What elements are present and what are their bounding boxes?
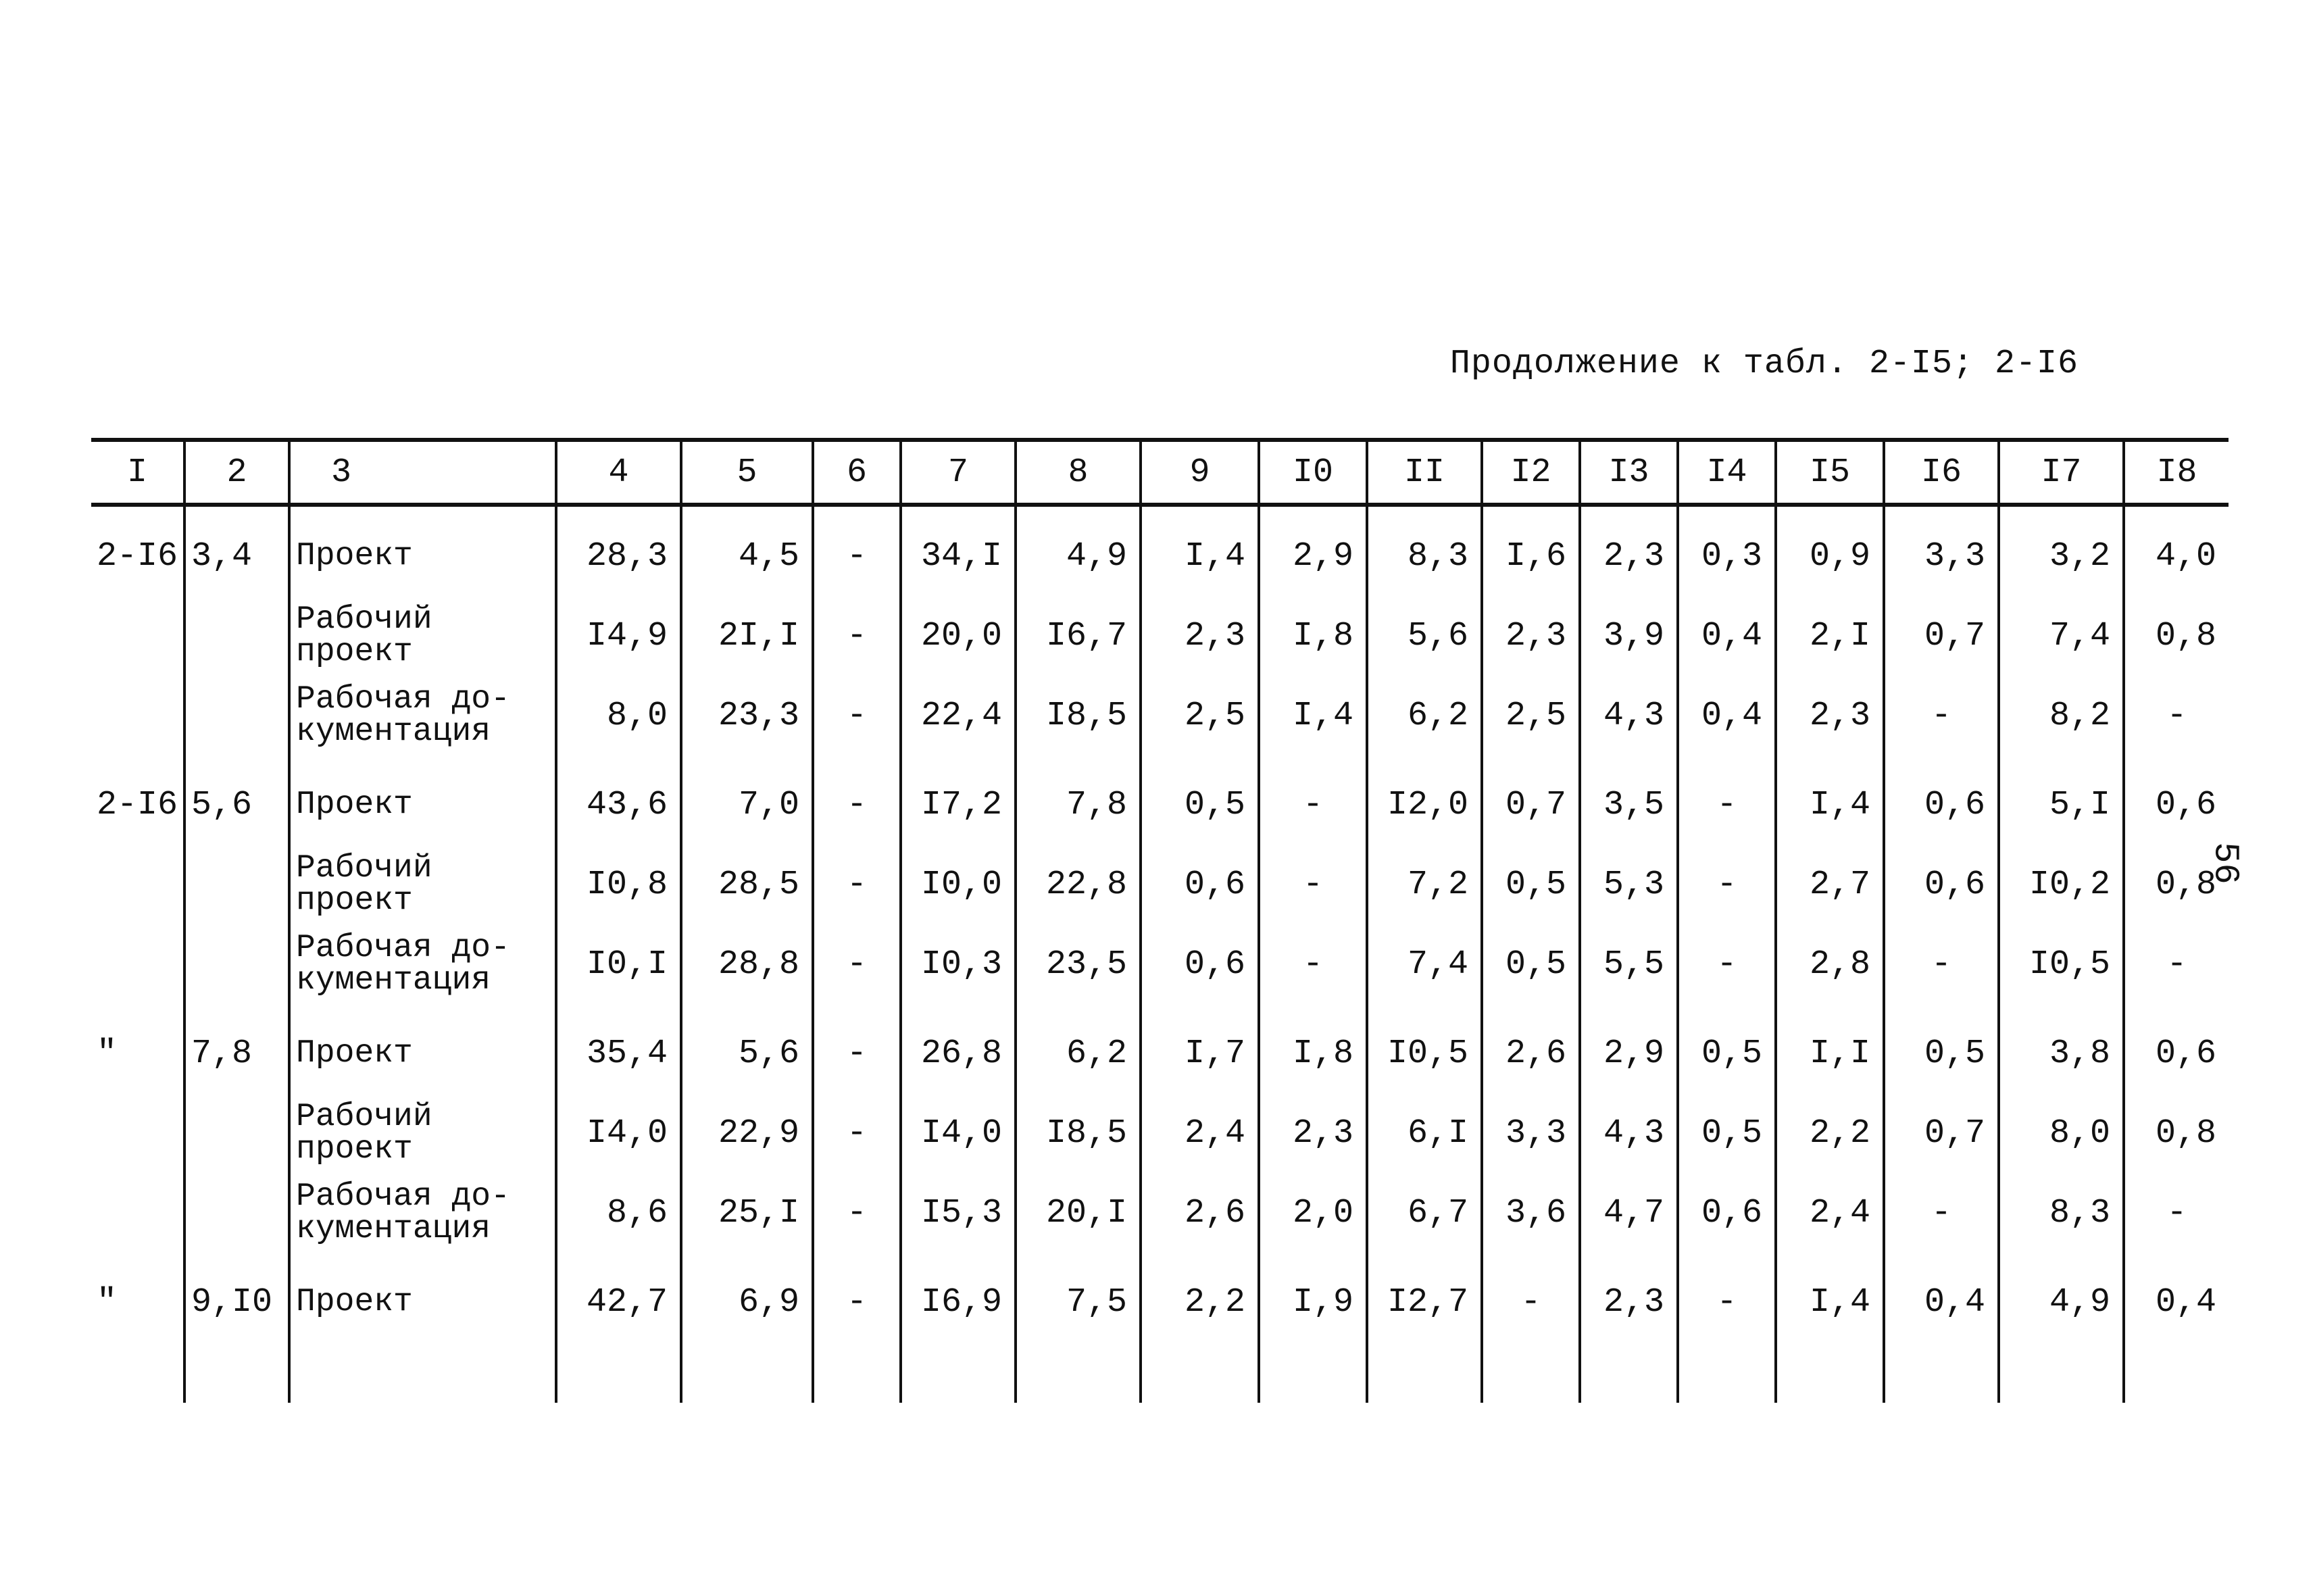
table-cell: 4,3 (1580, 1093, 1678, 1173)
table-cell: - (1678, 924, 1776, 1004)
table-cell: 4,0 (2124, 505, 2229, 596)
row-item-numbers (184, 676, 289, 755)
row-item-numbers (184, 924, 289, 1004)
column-header: 4 (556, 440, 681, 505)
table-cell: 0,8 (2124, 596, 2229, 676)
table-row (91, 1093, 2229, 1173)
table-cell: 22,4 (901, 676, 1016, 755)
empty-cell (1016, 1342, 1141, 1403)
table-cell: - (1884, 1173, 1999, 1253)
table-cell: 22,9 (681, 1093, 813, 1173)
table-cell: 2,2 (1776, 1093, 1884, 1173)
table-cell: 22,8 (1016, 845, 1141, 924)
table-cell: I5,3 (901, 1173, 1016, 1253)
table-cell: 4,3 (1580, 676, 1678, 755)
table-cell: 0,6 (1141, 845, 1259, 924)
empty-cell (2124, 1342, 2229, 1403)
table-cell: 0,6 (1678, 1173, 1776, 1253)
table-cell: 7,5 (1016, 1253, 1141, 1342)
table-cell: 3,3 (1884, 505, 1999, 596)
table-cell: 2,6 (1141, 1173, 1259, 1253)
table-cell: 0,7 (1884, 1093, 1999, 1173)
column-header: I (91, 440, 184, 505)
table-cell: I,9 (1259, 1253, 1367, 1342)
table-cell: 5,I (1999, 755, 2124, 845)
table-cell: 2,8 (1776, 924, 1884, 1004)
empty-cell (1580, 1342, 1678, 1403)
column-header: II (1367, 440, 1482, 505)
table-cell: 4,7 (1580, 1173, 1678, 1253)
table-cell: - (813, 596, 901, 676)
column-header: 8 (1016, 440, 1141, 505)
column-header: I7 (1999, 440, 2124, 505)
table-cell: 2,9 (1259, 505, 1367, 596)
table-cell: 0,7 (1482, 755, 1580, 845)
table-cell: - (1678, 755, 1776, 845)
table-cell: 0,4 (1678, 596, 1776, 676)
table-cell: 28,5 (681, 845, 813, 924)
table-cell: 0,6 (1884, 755, 1999, 845)
empty-cell (556, 1342, 681, 1403)
table-cell: 0,8 (2124, 1093, 2229, 1173)
table-cell: I7,2 (901, 755, 1016, 845)
empty-cell (1884, 1342, 1999, 1403)
table-row (91, 1004, 2229, 1093)
page-number: 56 (2205, 842, 2245, 884)
row-item-numbers (184, 596, 289, 676)
table-cell: - (813, 924, 901, 1004)
table-cell: - (2124, 676, 2229, 755)
table-cell: 0,4 (1678, 676, 1776, 755)
table-cell: 2,3 (1580, 505, 1678, 596)
table-cell: I6,7 (1016, 596, 1141, 676)
empty-cell (1678, 1342, 1776, 1403)
row-item-numbers: 9,I0 (184, 1253, 289, 1342)
table-cell: 0,5 (1482, 924, 1580, 1004)
table-row (91, 845, 2229, 924)
table-row (91, 1253, 2229, 1342)
table-cell: 8,2 (1999, 676, 2124, 755)
table-cell: I4,9 (556, 596, 681, 676)
table-cell: 7,4 (1999, 596, 2124, 676)
table-cell: 20,I (1016, 1173, 1141, 1253)
table-cell: I,7 (1141, 1004, 1259, 1093)
table-cell: 0,6 (2124, 1004, 2229, 1093)
table-cell: I8,5 (1016, 1093, 1141, 1173)
table-cell: I,4 (1259, 676, 1367, 755)
table-cell: 8,6 (556, 1173, 681, 1253)
column-header: I0 (1259, 440, 1367, 505)
table-cell: 6,2 (1016, 1004, 1141, 1093)
table-cell: - (813, 845, 901, 924)
table-cell: 5,3 (1580, 845, 1678, 924)
table-cell: - (1259, 845, 1367, 924)
table-cell: 6,2 (1367, 676, 1482, 755)
table-cell: 3,6 (1482, 1173, 1580, 1253)
header-row (91, 440, 2229, 505)
column-header: 3 (289, 440, 556, 505)
row-stage-name: Рабочая до-кументация (289, 924, 556, 1004)
table-row (91, 505, 2229, 596)
column-header: 2 (184, 440, 289, 505)
table-row (91, 676, 2229, 755)
table-cell: I,8 (1259, 596, 1367, 676)
table-cell: 5,6 (681, 1004, 813, 1093)
table-cell: I0,3 (901, 924, 1016, 1004)
table-row (91, 1173, 2229, 1253)
table-cell: 6,7 (1367, 1173, 1482, 1253)
table-cell: - (813, 505, 901, 596)
table-cell: I0,0 (901, 845, 1016, 924)
table-cell: 0,9 (1776, 505, 1884, 596)
data-table (91, 438, 2229, 1403)
empty-cell (1141, 1342, 1259, 1403)
table-cell: - (813, 1173, 901, 1253)
table-cell: 5,5 (1580, 924, 1678, 1004)
table-cell: - (813, 755, 901, 845)
column-header: I5 (1776, 440, 1884, 505)
empty-cell (91, 1342, 184, 1403)
table-cell: 23,5 (1016, 924, 1141, 1004)
row-stage-name: Проект (289, 755, 556, 845)
table-cell: 2,3 (1141, 596, 1259, 676)
row-code (91, 1173, 184, 1253)
row-code (91, 1093, 184, 1173)
row-item-numbers (184, 1173, 289, 1253)
row-item-numbers: 5,6 (184, 755, 289, 845)
table-cell: - (813, 676, 901, 755)
table-cell: 2I,I (681, 596, 813, 676)
table-caption: Продолжение к табл. 2-I5; 2-I6 (1449, 345, 2078, 383)
row-code (91, 845, 184, 924)
row-stage-name: Рабочий проект (289, 596, 556, 676)
table-cell: 2,0 (1259, 1173, 1367, 1253)
empty-cell (681, 1342, 813, 1403)
table-body (91, 505, 2229, 1403)
empty-cell (1259, 1342, 1367, 1403)
table-cell: I,6 (1482, 505, 1580, 596)
table-cell: 0,5 (1884, 1004, 1999, 1093)
table-cell: 5,6 (1367, 596, 1482, 676)
table-cell: 0,8 (2124, 845, 2229, 924)
table-cell: - (2124, 924, 2229, 1004)
table-cell: I6,9 (901, 1253, 1016, 1342)
table-cell: I0,5 (1999, 924, 2124, 1004)
table-cell: - (813, 1093, 901, 1173)
table-cell: 6,9 (681, 1253, 813, 1342)
table-cell: 0,6 (1141, 924, 1259, 1004)
table-cell: 0,4 (2124, 1253, 2229, 1342)
table-row (91, 924, 2229, 1004)
table-cell: 23,3 (681, 676, 813, 755)
table-cell: 8,0 (1999, 1093, 2124, 1173)
row-code (91, 924, 184, 1004)
table-cell: I,4 (1141, 505, 1259, 596)
empty-cell (289, 1342, 556, 1403)
table-cell: 43,6 (556, 755, 681, 845)
table-cell: 2,2 (1141, 1253, 1259, 1342)
table-cell: 3,9 (1580, 596, 1678, 676)
table-cell: 8,0 (556, 676, 681, 755)
table-cell: - (813, 1004, 901, 1093)
empty-cell (901, 1342, 1016, 1403)
empty-cell (813, 1342, 901, 1403)
table-cell: 8,3 (1367, 505, 1482, 596)
column-header: I3 (1580, 440, 1678, 505)
table-cell: - (1259, 924, 1367, 1004)
row-item-numbers (184, 1093, 289, 1173)
table-cell: 35,4 (556, 1004, 681, 1093)
table-cell: 0,4 (1884, 1253, 1999, 1342)
table-cell: 7,8 (1016, 755, 1141, 845)
table-cell: I,8 (1259, 1004, 1367, 1093)
table-cell: 34,I (901, 505, 1016, 596)
table-cell: 28,8 (681, 924, 813, 1004)
table-cell: 0,6 (2124, 755, 2229, 845)
table-cell: 20,0 (901, 596, 1016, 676)
table-tail-row (91, 1342, 2229, 1403)
row-stage-name: Рабочая до-кументация (289, 1173, 556, 1253)
empty-cell (1482, 1342, 1580, 1403)
table-cell: I,4 (1776, 755, 1884, 845)
table-cell: 0,5 (1141, 755, 1259, 845)
column-header: I6 (1884, 440, 1999, 505)
table-cell: 3,8 (1999, 1004, 2124, 1093)
table-cell: 8,3 (1999, 1173, 2124, 1253)
table-row (91, 755, 2229, 845)
table-cell: 2,3 (1580, 1253, 1678, 1342)
table-cell: I8,5 (1016, 676, 1141, 755)
table-cell: I4,0 (901, 1093, 1016, 1173)
table-cell: - (1678, 1253, 1776, 1342)
table-cell: 0,7 (1884, 596, 1999, 676)
table-cell: 2,4 (1141, 1093, 1259, 1173)
row-code: 2-I6 (97, 785, 178, 824)
table-cell: I2,0 (1367, 755, 1482, 845)
table-cell: 7,0 (681, 755, 813, 845)
table-cell: 0,5 (1678, 1004, 1776, 1093)
row-item-numbers: 7,8 (184, 1004, 289, 1093)
table-cell: I0,5 (1367, 1004, 1482, 1093)
row-code (91, 676, 184, 755)
empty-cell (1776, 1342, 1884, 1403)
row-code: " (97, 1034, 118, 1073)
table-cell: I0,2 (1999, 845, 2124, 924)
table-cell: I4,0 (556, 1093, 681, 1173)
table-cell: 2,I (1776, 596, 1884, 676)
table-cell: 0,5 (1678, 1093, 1776, 1173)
table-cell: 28,3 (556, 505, 681, 596)
table-cell: 2,4 (1776, 1173, 1884, 1253)
table-cell: 2,9 (1580, 1004, 1678, 1093)
row-code (91, 596, 184, 676)
table-cell: - (813, 1253, 901, 1342)
table-cell: 3,2 (1999, 505, 2124, 596)
row-stage-name: Рабочий проект (289, 845, 556, 924)
row-code: 2-I6 (97, 537, 178, 576)
column-header: 9 (1141, 440, 1259, 505)
table-cell: 7,4 (1367, 924, 1482, 1004)
table-cell: 4,9 (1999, 1253, 2124, 1342)
column-header: I2 (1482, 440, 1580, 505)
table-cell: 2,6 (1482, 1004, 1580, 1093)
table-cell: 0,6 (1884, 845, 1999, 924)
row-stage-name: Рабочий проект (289, 1093, 556, 1173)
column-header: 7 (901, 440, 1016, 505)
table-cell: 26,8 (901, 1004, 1016, 1093)
table-cell: - (1884, 924, 1999, 1004)
table-cell: I,I (1776, 1004, 1884, 1093)
table-cell: 0,3 (1678, 505, 1776, 596)
table-cell: 2,3 (1482, 596, 1580, 676)
empty-cell (184, 1342, 289, 1403)
table-cell: 4,5 (681, 505, 813, 596)
table-cell: 2,7 (1776, 845, 1884, 924)
table-cell: 2,5 (1482, 676, 1580, 755)
row-stage-name: Рабочая до-кументация (289, 676, 556, 755)
table-cell: - (1482, 1253, 1580, 1342)
row-stage-name: Проект (289, 505, 556, 596)
table-cell: 25,I (681, 1173, 813, 1253)
column-header: 5 (681, 440, 813, 505)
row-item-numbers: 3,4 (184, 505, 289, 596)
table-cell: - (2124, 1173, 2229, 1253)
table-cell: - (1259, 755, 1367, 845)
table-cell: I0,8 (556, 845, 681, 924)
empty-cell (1367, 1342, 1482, 1403)
table-cell: 0,5 (1482, 845, 1580, 924)
table-cell: 42,7 (556, 1253, 681, 1342)
table-cell: 2,5 (1141, 676, 1259, 755)
column-header: I4 (1678, 440, 1776, 505)
row-stage-name: Проект (289, 1004, 556, 1093)
empty-cell (1999, 1342, 2124, 1403)
table-cell: 3,3 (1482, 1093, 1580, 1173)
table-cell: 4,9 (1016, 505, 1141, 596)
table-cell: 7,2 (1367, 845, 1482, 924)
table-cell: I2,7 (1367, 1253, 1482, 1342)
table-cell: I0,I (556, 924, 681, 1004)
row-item-numbers (184, 845, 289, 924)
row-stage-name: Проект (289, 1253, 556, 1342)
table-cell: - (1678, 845, 1776, 924)
column-header: 6 (813, 440, 901, 505)
table-cell: 2,3 (1259, 1093, 1367, 1173)
table-cell: 6,I (1367, 1093, 1482, 1173)
table-row (91, 596, 2229, 676)
row-code: " (97, 1282, 118, 1322)
table-cell: I,4 (1776, 1253, 1884, 1342)
table-cell: 2,3 (1776, 676, 1884, 755)
table-cell: 3,5 (1580, 755, 1678, 845)
column-header: I8 (2124, 440, 2229, 505)
table-cell: - (1884, 676, 1999, 755)
